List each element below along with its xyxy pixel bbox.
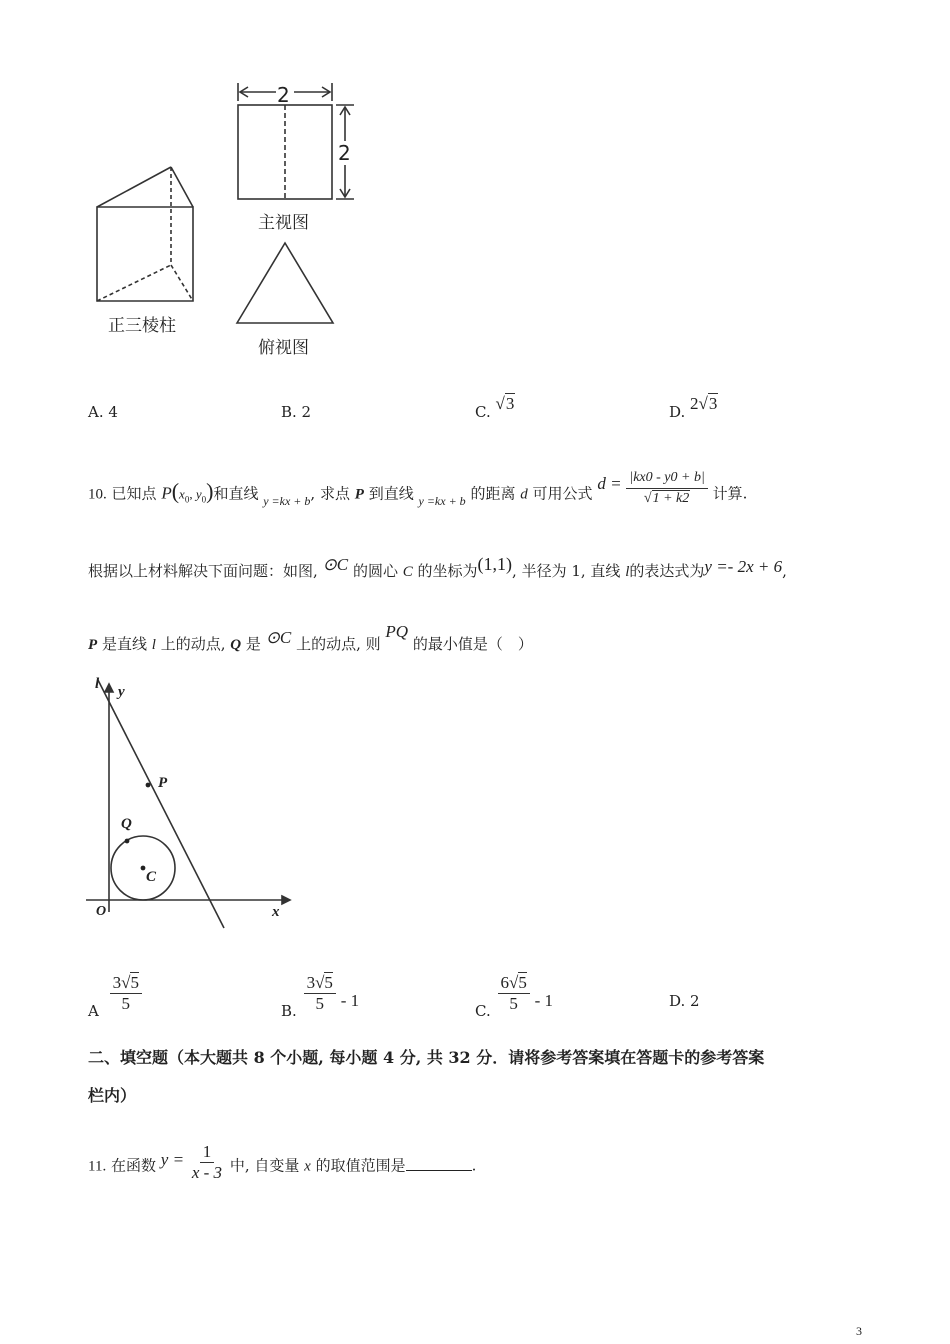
prism-label: 正三棱柱 bbox=[108, 316, 176, 336]
q9-option-c: C. √3 bbox=[475, 394, 515, 421]
page-number: 3 bbox=[856, 1324, 862, 1338]
q10-stem-line3: P 是直线 l 上的动点, Q 是 ⊙C 上的动点, 则 PQ 的最小值是（ ） bbox=[88, 622, 533, 653]
top-view-drawing bbox=[237, 243, 333, 323]
label-l: l bbox=[95, 676, 100, 692]
label-q: Q bbox=[121, 816, 132, 832]
label-o: O bbox=[96, 904, 107, 919]
q9-option-a: A. 4 bbox=[88, 403, 118, 421]
section2-heading-line1: 二、填空题（本大题共 8 个小题, 每小题 4 分, 共 32 分．请将参考答案填在答题卡的参考答案 bbox=[88, 1048, 765, 1067]
label-c: C bbox=[146, 869, 157, 885]
q10-stem-line1: 10. 已知点 $P(x_0$, $y_0$)和直线 $_{y =kx + b}$, 求点 P 到直线 $_{y =kx + b}$ 的距离 d 可用公式 d = $\frac{|kx0 - y0 + b|}{√1 + k2}$ 计算. bbox=[88, 470, 748, 508]
height-dimension: 2 bbox=[338, 141, 351, 165]
point-q-dot bbox=[125, 839, 130, 844]
label-p: P bbox=[158, 775, 168, 791]
q9-option-b: B. 2 bbox=[281, 403, 312, 421]
point-c-dot bbox=[141, 866, 146, 871]
width-dimension: 2 bbox=[277, 83, 290, 107]
point-p-dot bbox=[146, 783, 151, 788]
q9-option-d: D. 2√3 bbox=[669, 394, 718, 421]
figure-circle-line bbox=[86, 676, 296, 936]
q11-stem: 11. 在函数 y = $\frac{1}{x - 3}$ 中, 自变量 x 的取值范围是 . bbox=[88, 1142, 477, 1182]
q10-option-d: D. 2 bbox=[669, 992, 700, 1010]
front-view-label: 主视图 bbox=[258, 213, 309, 233]
top-view-label: 俯视图 bbox=[258, 338, 309, 358]
q10-option-c: C. $\frac{6√5}{5}$ - 1 bbox=[475, 973, 554, 1020]
triangular-prism-drawing bbox=[97, 167, 193, 301]
q10-stem-line2: 根据以上材料解决下面问题：如图, ⊙C 的圆心 C 的坐标为(1,1), 半径为 1, 直线 l的表达式为y =- 2x + 6, bbox=[88, 554, 787, 580]
answer-blank[interactable] bbox=[406, 1156, 472, 1171]
label-y: y bbox=[118, 684, 125, 700]
q10-option-a: A $\frac{3√5}{5}$ bbox=[88, 973, 142, 1014]
section2-heading-line2: 栏内） bbox=[88, 1086, 137, 1105]
line-l bbox=[98, 680, 224, 928]
q10-option-b: B. $\frac{3√5}{5}$ - 1 bbox=[281, 973, 360, 1020]
label-x: x bbox=[272, 904, 280, 920]
front-view-drawing bbox=[238, 83, 354, 199]
